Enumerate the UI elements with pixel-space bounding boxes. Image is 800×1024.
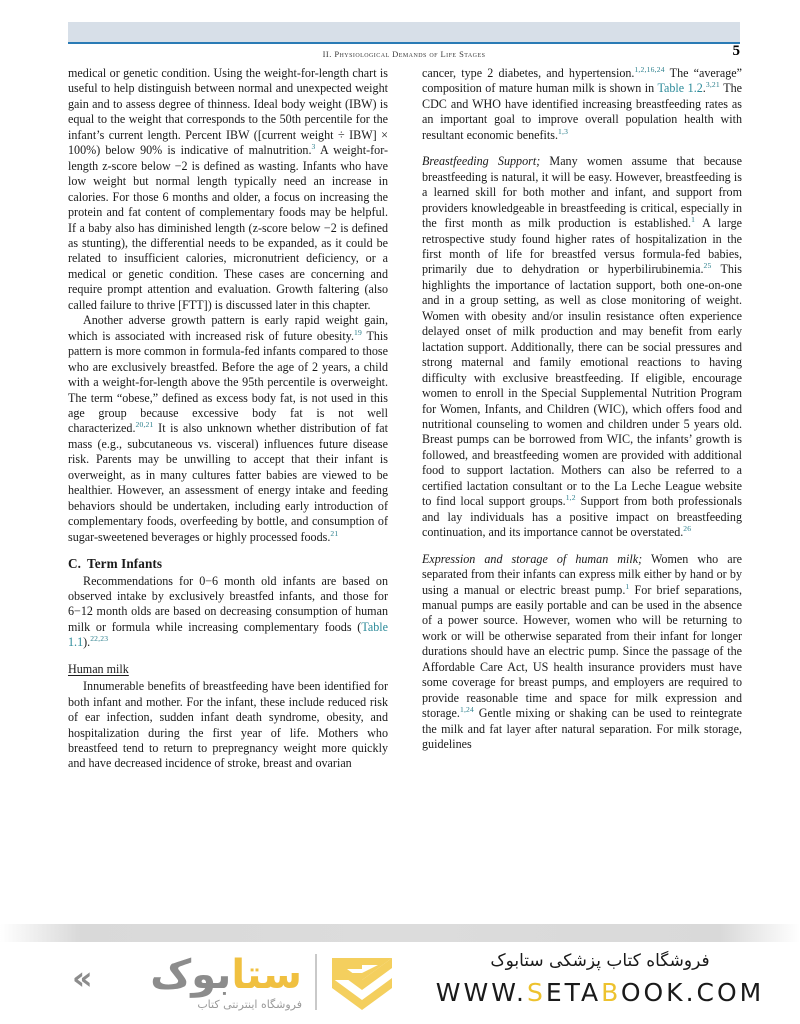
citation-ref[interactable]: 1,2,16,24	[634, 64, 665, 74]
citation-ref[interactable]: 1	[625, 581, 630, 591]
citation-ref[interactable]: 1,2	[565, 493, 576, 503]
table-crossref-link[interactable]: Table 1.1	[68, 619, 388, 650]
text-run: Recommendations for 0−6 month old infants are based on observed intake by exclusively breastfed infants, and those for 6−12 month olds are based on decreasing consumption of human milk or formula while increasing complementary foods (	[68, 573, 388, 634]
section-title: Term Infants	[87, 556, 163, 572]
text-run: A weight-for-length z-score below −2 is defined as wasting. Infants who have low weight but normal length typically need an increase in calories. For those 6 months and older, a focus on increasing the protein and fat content of complementary foods may be helpful. If a baby also has diminished length (z-score below −2 is defined as stunting), the differential needs to be expanded, as it could be related to insufficient calories, micronutrient deficiency, or a medical or genetic condition. These cases are concerning and require prompt attention and evaluation. Growth faltering (also called failure to thrive [FTT]) is discussed later in this chapter.	[68, 143, 389, 312]
citation-ref[interactable]: 1,24	[459, 705, 475, 715]
text-run: Women who are separated from their infants can express milk either by hand or by using a manual or electric breast pump.	[422, 551, 742, 597]
citation-ref[interactable]: 21	[330, 528, 339, 538]
text-run: medical or genetic condition. Using the weight-for-length chart is useful to help distinguish between normal and unexpected weight gain and to assess degree of thinness. Ideal body weight (IBW) is equal to the weight that corresponds to the 50th percentile for the infant’s current length. Percent IBW ([current weight ÷ IBW] × 100%) below 90% is indicative of malnutrition.	[68, 66, 388, 158]
logo-script-gold: ستا	[231, 952, 302, 998]
text-run: Innumerable benefits of breastfeeding have been identified for both infant and mother. For the infant, these include reduced risk of ear infection, sudden infant death syndrome, obesity, and hospitalization during the first year of life. Mothers who breastfeed tend to return to prepregnancy weight more quickly and have decreased incidence of stroke, breast and ovarian	[68, 679, 388, 771]
body-columns	[68, 66, 742, 916]
run-in-heading: Breastfeeding Support;	[422, 154, 541, 169]
paragraph-continuation	[68, 66, 388, 313]
text-run: cancer, type 2 diabetes, and hypertension.	[422, 66, 635, 80]
text-run: Many women assume that because breastfeeding is natural, it will be easy. However, breastfeeding is a learned skill for both mother and infant, and support from providers knowledgeable in breastfeeding is critical, especially in the first month as milk production is established.	[422, 154, 742, 231]
logo-subtitle: فروشگاه اینترنتی کتاب	[197, 998, 302, 1011]
run-in-heading: Expression and storage of human milk;	[422, 551, 643, 566]
section-heading	[68, 556, 388, 571]
paragraph	[68, 574, 388, 651]
text-run: Support from both professionals and lay individuals has a positive impact on breastfeeding continuation, and its importance cannot be overstated.	[422, 494, 742, 540]
left-column	[68, 66, 388, 916]
logo-chevron-mark-icon	[330, 956, 394, 1012]
url-letter-b: B	[601, 978, 621, 1007]
citation-ref[interactable]: 3	[311, 142, 316, 152]
url-letter-s: S	[527, 978, 546, 1007]
logo-script-text	[150, 952, 302, 998]
footer-gradient-band	[0, 924, 800, 942]
footer-watermark	[0, 942, 800, 1024]
section-label: C.	[68, 556, 82, 572]
text-run: A large retrospective study found higher rates of hospitalization in the first month of life for breastfed versus formula-fed babies, primarily due to dehydration or hyperbilirubinemia.	[422, 216, 742, 277]
paragraph	[68, 679, 388, 772]
header-band	[68, 22, 740, 42]
citation-ref[interactable]: 3,21	[705, 80, 720, 90]
citation-ref[interactable]: 1,3	[558, 126, 569, 136]
citation-ref[interactable]: 25	[703, 261, 712, 271]
logo-script-gray: بوک	[150, 952, 232, 998]
text-run: This pattern is more common in formula-fed infants compared to those who are exclusively breastfed. Before the age of 2 years, a child with a weight-for-length above the 95th percentile is overweight. The term “obese,” defined as excess body fat, is not used in this age group because excessive body fat is not well characterized.	[68, 328, 388, 436]
paragraph	[422, 154, 742, 540]
text-run: This highlights the importance of lactation support, both one-on-one and in a group setting, as well as close monitoring of weight. Women with obesity and/or insulin resistance often experience delayed onset of milk production and may benefit from early lactation support. Additionally, there can be social pressures and strong maternal and family emotional reactions to having difficulty with exclusive breastfeeding. If eligible, encourage women to enroll in the Special Supplemental Nutrition Program for Women, Infants, and Children (WIC), which offers food and nutritional counseling to women and children under 5 years old. Breast pumps can be borrowed from WIC, the infants’ growth is followed, and breastfeeding women are provided with additional food to support lactation. Mothers can also be referred to a certified lactation consultant or to the La Leche League website to find local support groups.	[422, 262, 742, 509]
setabook-logo[interactable]	[72, 950, 372, 1020]
citation-ref[interactable]: 19	[354, 327, 363, 337]
right-column	[422, 66, 742, 916]
site-name-persian: فروشگاه کتاب پزشکی ستابوک	[490, 951, 710, 971]
logo-wordmark	[72, 952, 302, 998]
subsection-heading: Human milk	[68, 661, 129, 676]
citation-ref[interactable]: 20,21	[135, 420, 154, 430]
text-run: Another adverse growth pattern is early rapid weight gain, which is associated with increased risk of future obesity.	[68, 313, 388, 343]
text-run: It is also unknown whether distribution of fat mass (e.g., subcutaneous vs. visceral) influences future disease risk. Parents may be unwilling to accept that their infant is overweight, as in many cultures fatter babies are viewed to be healthier. However, an assessment of energy intake and feeding behaviors should be undertaken, including early introduction of complementary foods, overfeeding by bottle, and consumption of sugar-sweetened beverages or highly processed foods.	[68, 421, 388, 544]
text-run: Gentle mixing or shaking can be used to reintegrate the milk and fat layer after natural separation. For milk storage, guidelines	[422, 706, 742, 752]
text-run: ).	[83, 635, 91, 650]
text-run: The “average” composition of mature human milk is shown in	[422, 66, 742, 96]
site-url[interactable]	[410, 976, 790, 1010]
url-prefix: WWW.	[435, 978, 527, 1007]
citation-ref[interactable]: 26	[683, 524, 692, 534]
double-chevron-left-icon: «	[72, 959, 93, 997]
paragraph	[422, 552, 742, 753]
running-head: II. Physiological Demands of Life Stages	[322, 49, 486, 59]
url-letters-eta: ETA	[545, 978, 602, 1007]
paragraph-continuation	[422, 66, 742, 143]
url-suffix: OOK.COM	[620, 978, 765, 1007]
citation-ref[interactable]: 22,23	[90, 634, 109, 644]
citation-ref[interactable]: 1	[691, 215, 696, 225]
text-run: .	[702, 81, 706, 96]
paragraph	[68, 313, 388, 545]
logo-divider	[315, 954, 317, 1010]
text-run: The CDC and WHO have identified increasing breastfeeding rates as an important goal to improve overall population health with resultant economic benefits.	[422, 81, 743, 142]
page-number: 5	[732, 43, 740, 59]
paragraph-spacer	[422, 143, 742, 154]
footer-site-info	[410, 948, 790, 1020]
table-crossref-link[interactable]: Table 1.2	[657, 81, 703, 96]
text-run: For brief separations, manual pumps are easily portable and can be used in the absence of a power source. However, women who will be returning to work or will be otherwise separated from their infant for longer durations should have an electric pump. Since the passage of the Affordable Care Act, US health insurance providers must have some coverage for breast pumps, and employers are required to provide reasonable time and space for milk expression and storage.	[422, 582, 742, 721]
paragraph-spacer	[422, 541, 742, 552]
